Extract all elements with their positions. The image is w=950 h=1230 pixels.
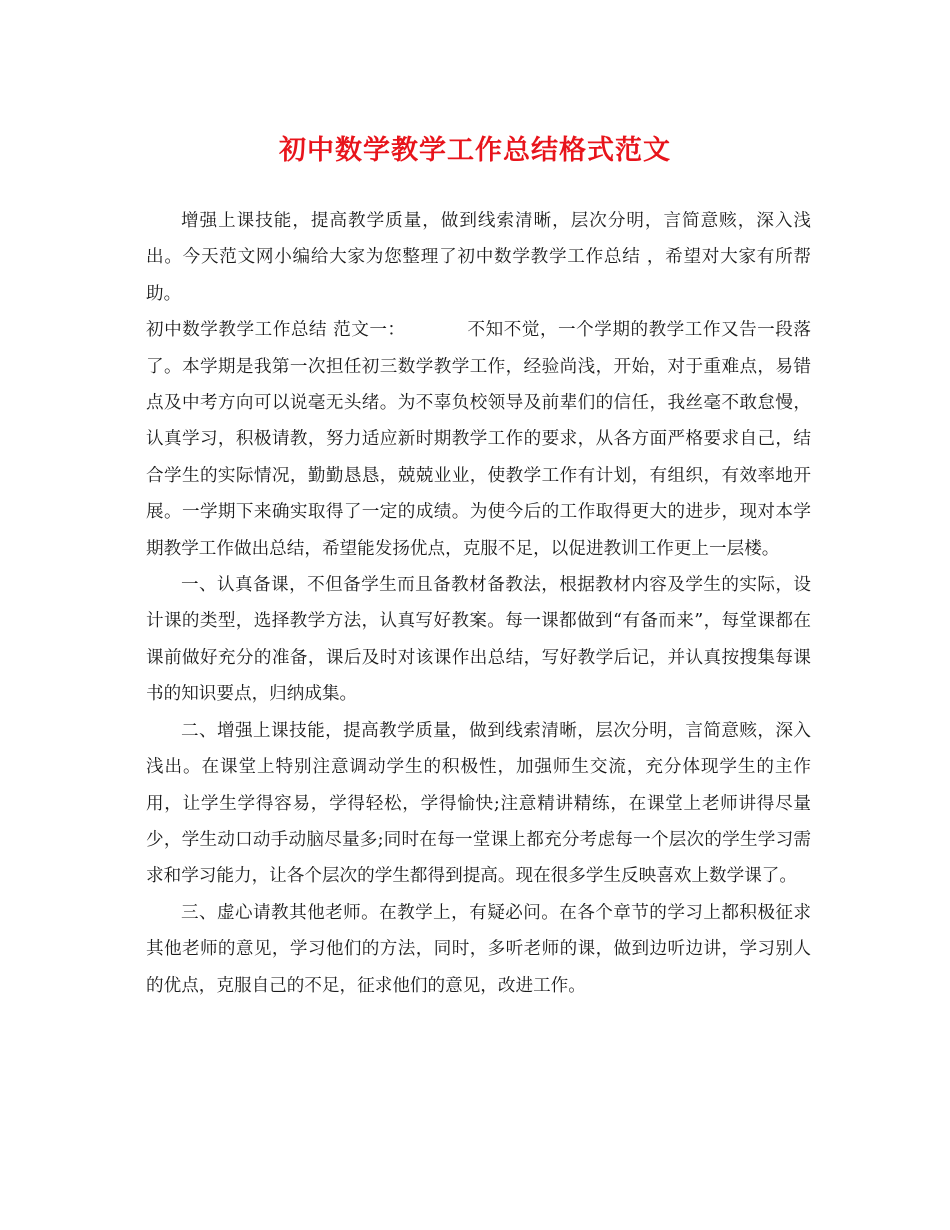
section-label: 初中数学教学工作总结 范文一：: [146, 320, 406, 341]
document-body: [146, 203, 811, 1004]
section-lead-paragraph: [146, 312, 811, 567]
point-three-paragraph: 三、虚心请教其他老师。在教学上，有疑必问。在各个章节的学习上都积极征求其他老师的意见，学习他们的方法，同时，多听老师的课，做到边听边讲，学习别人的优点，克服自己的不足，征求他们的意见，改进工作。: [146, 902, 811, 996]
point-one-paragraph: 一、认真备课，不但备学生而且备教材备教法，根据教材内容及学生的实际，设计课的类型，选择教学方法，认真写好教案。每一课都做到“有备而来”，每堂课都在课前做好充分的准备，课后及时对该课作出总结，写好教学后记，并认真按搜集每课书的知识要点，归纳成集。: [146, 575, 811, 705]
intro-paragraph: 增强上课技能，提高教学质量，做到线索清晰，层次分明，言简意赅，深入浅出。今天范文网小编给大家为您整理了初中数学教学工作总结 ，希望对大家有所帮助。: [146, 211, 811, 304]
document-title: 初中数学教学工作总结格式范文: [279, 135, 671, 166]
point-two-paragraph: 二、增强上课技能，提高教学质量，做到线索清晰，层次分明，言简意赅，深入浅出。在课堂上特别注意调动学生的积极性，加强师生交流，充分体现学生的主作用，让学生学得容易，学得轻松，学得愉快;注意精讲精练，在课堂上老师讲得尽量少，学生动口动手动脑尽量多;同时在每一堂课上都充分考虑每一个层次的学生学习需求和学习能力，让各个层次的学生都得到提高。现在很多学生反映喜欢上数学课了。: [146, 720, 811, 887]
section-lead-text: 不知不觉，一个学期的教学工作又告一段落了。本学期是我第一次担任初三数学教学工作，经验尚浅，开始，对于重难点，易错点及中考方向可以说毫无头绪。为不辜负校领导及前辈们的信任，我丝毫不敢怠慢，认真学习，积极请教，努力适应新时期教学工作的要求，从各方面严格要求自己，结合学生的实际情况，勤勤恳恳，兢兢业业，使教学工作有计划，有组织，有效率地开展。一学期下来确实取得了一定的成绩。为使今后的工作取得更大的进步，现对本学期教学工作做出总结，希望能发扬优点，克服不足，以促进教训工作更上一层楼。: [146, 320, 811, 559]
